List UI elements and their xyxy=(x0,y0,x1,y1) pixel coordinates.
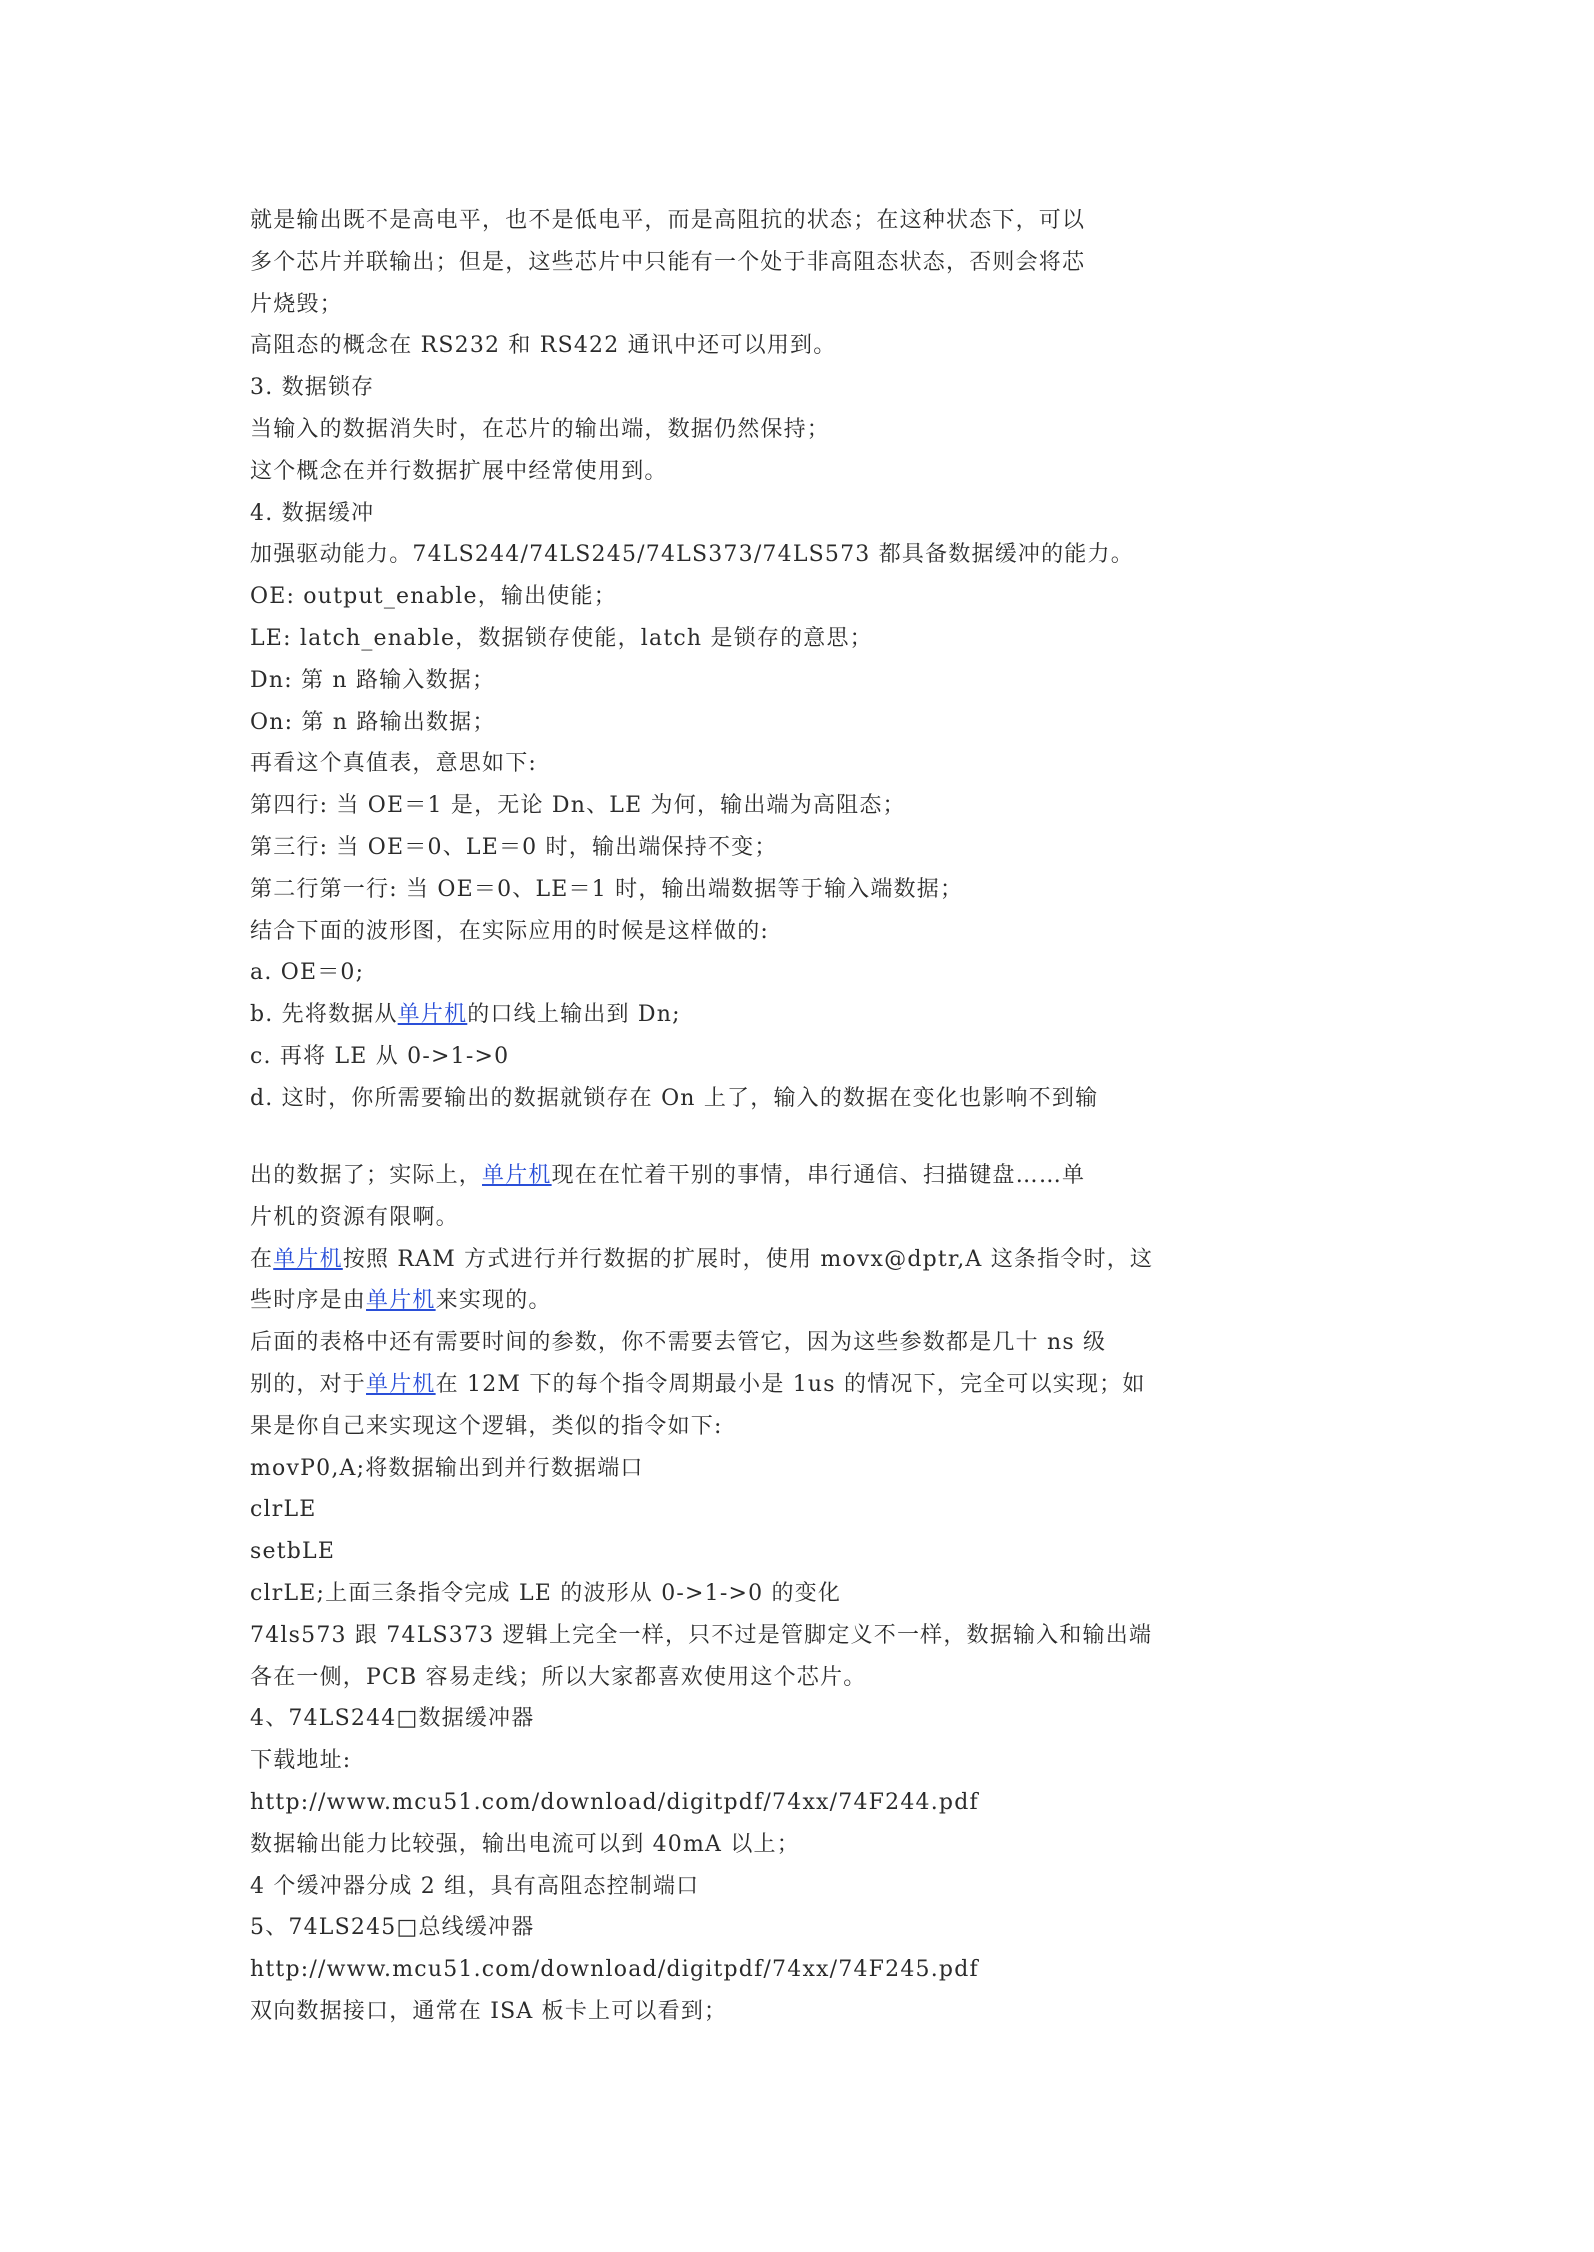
text-line xyxy=(250,994,1310,1036)
text-line xyxy=(250,1907,1310,1949)
text-line xyxy=(250,1698,1310,1740)
text-segment: 片机的资源有限啊。 xyxy=(250,1204,459,1230)
text-segment: clrLE xyxy=(250,1497,317,1523)
text-segment: c. 再将 LE 从 0->1->0 xyxy=(250,1043,510,1069)
text-segment: 后面的表格中还有需要时间的参数，你不需要去管它，因为这些参数都是几十 ns 级 xyxy=(250,1330,1107,1356)
text-segment: 当输入的数据消失时，在芯片的输出端，数据仍然保持； xyxy=(250,416,831,442)
text-segment: 再看这个真值表，意思如下: xyxy=(250,751,538,777)
text-segment: Dn: 第 n 路输入数据； xyxy=(250,667,496,693)
text-line xyxy=(250,785,1310,827)
text-line xyxy=(250,1239,1310,1281)
text-segment: setbLE xyxy=(250,1539,336,1565)
text-line xyxy=(250,1657,1310,1699)
text-segment: 加强驱动能力。74LS244/74LS245/74LS373/74LS573 都具备数据缓冲的能力。 xyxy=(250,542,1134,568)
text-segment: 出的数据了；实际上， xyxy=(250,1163,483,1188)
text-line xyxy=(250,952,1310,994)
text-segment: 结合下面的波形图，在实际应用的时候是这样做的: xyxy=(250,918,770,944)
text-line xyxy=(250,1531,1310,1573)
text-line xyxy=(250,1078,1310,1120)
text-segment: 现在在忙着干别的事情，串行通信、扫描键盘……单 xyxy=(551,1163,1086,1188)
text-segment: movP0,A;将数据输出到并行数据端口 xyxy=(250,1455,644,1481)
text-line xyxy=(250,1406,1310,1448)
text-segment: http://www.mcu51.com/download/digitpdf/74xx/74F245.pdf xyxy=(250,1957,979,1983)
text-line xyxy=(250,1280,1310,1322)
text-segment: 下载地址: xyxy=(250,1748,352,1774)
text-line xyxy=(250,409,1310,451)
text-line xyxy=(250,1036,1310,1078)
text-line xyxy=(250,743,1310,785)
text-segment: 双向数据接口，通常在 ISA 板卡上可以看到； xyxy=(250,1998,728,2024)
link-danpianji[interactable]: 单片机 xyxy=(397,1002,468,1028)
text-segment: 来实现的。 xyxy=(435,1288,552,1314)
text-segment: 第四行: 当 OE＝1 是，无论 Dn、LE 为何，输出端为高阻态； xyxy=(250,793,906,819)
text-line xyxy=(250,1322,1310,1364)
text-segment: 4. 数据缓冲 xyxy=(250,500,375,526)
text-segment: 按照 RAM 方式进行并行数据的扩展时，使用 movx@dptr,A 这条指令时，这 xyxy=(342,1246,1154,1272)
text-line xyxy=(250,1740,1310,1782)
text-line xyxy=(250,1489,1310,1531)
text-line xyxy=(250,1782,1310,1824)
text-segment: 在 xyxy=(250,1246,274,1272)
text-line xyxy=(250,242,1310,284)
link-danpianji[interactable]: 单片机 xyxy=(273,1246,343,1272)
text-line xyxy=(250,1866,1310,1908)
text-line xyxy=(250,1615,1310,1657)
text-block-upper xyxy=(250,200,1310,1120)
text-segment: 片烧毁； xyxy=(250,291,343,317)
text-segment: 就是输出既不是高电平，也不是低电平，而是高阻抗的状态；在这种状态下，可以 xyxy=(250,208,1086,233)
text-line xyxy=(250,1155,1310,1197)
text-line xyxy=(250,1197,1310,1239)
text-line xyxy=(250,660,1310,702)
text-segment: 4 个缓冲器分成 2 组，具有高阻态控制端口 xyxy=(250,1873,700,1899)
text-segment: 些时序是由 xyxy=(250,1288,367,1314)
text-line xyxy=(250,284,1310,326)
text-segment: 在 12M 下的每个指令周期最小是 1us 的情况下，完全可以实现；如 xyxy=(435,1371,1146,1397)
text-line xyxy=(250,618,1310,660)
text-segment: On: 第 n 路输出数据； xyxy=(250,709,496,735)
text-segment: d. 这时，你所需要输出的数据就锁存在 On 上了，输入的数据在变化也影响不到输 xyxy=(250,1085,1099,1111)
text-segment: 数据输出能力比较强，输出电流可以到 40mA 以上； xyxy=(250,1831,800,1857)
text-line xyxy=(250,451,1310,493)
text-segment: 4、74LS244□数据缓冲器 xyxy=(250,1706,535,1732)
text-line xyxy=(250,1824,1310,1866)
text-segment: 各在一侧，PCB 容易走线；所以大家都喜欢使用这个芯片。 xyxy=(250,1664,867,1690)
text-line xyxy=(250,200,1310,242)
text-segment: clrLE;上面三条指令完成 LE 的波形从 0->1->0 的变化 xyxy=(250,1580,842,1606)
text-block-lower xyxy=(250,1155,1310,2033)
text-line xyxy=(250,1573,1310,1615)
text-line xyxy=(250,1991,1310,2033)
text-line xyxy=(250,869,1310,911)
text-segment: 这个概念在并行数据扩展中经常使用到。 xyxy=(250,458,668,484)
text-segment: http://www.mcu51.com/download/digitpdf/74xx/74F244.pdf xyxy=(250,1789,979,1815)
text-line xyxy=(250,493,1310,535)
text-segment: 第三行: 当 OE＝0、LE＝0 时，输出端保持不变； xyxy=(250,834,778,860)
text-segment: 3. 数据锁存 xyxy=(250,375,375,401)
link-danpianji[interactable]: 单片机 xyxy=(366,1371,436,1397)
text-segment: 多个芯片并联输出；但是，这些芯片中只能有一个处于非高阻态状态，否则会将芯 xyxy=(250,249,1086,275)
text-segment: 果是你自己来实现这个逻辑，类似的指令如下: xyxy=(250,1413,723,1439)
text-segment: LE: latch_enable，数据锁存使能，latch 是锁存的意思； xyxy=(250,625,873,651)
link-danpianji[interactable]: 单片机 xyxy=(366,1288,436,1314)
text-line xyxy=(250,1364,1310,1406)
text-line xyxy=(250,576,1310,618)
text-line xyxy=(250,534,1310,576)
text-segment: 74ls573 跟 74LS373 逻辑上完全一样，只不过是管脚定义不一样，数据输入和输出端 xyxy=(250,1622,1153,1648)
text-line xyxy=(250,367,1310,409)
text-line xyxy=(250,325,1310,367)
link-danpianji[interactable]: 单片机 xyxy=(482,1163,552,1188)
text-segment: 高阻态的概念在 RS232 和 RS422 通讯中还可以用到。 xyxy=(250,333,837,359)
text-line xyxy=(250,1448,1310,1490)
text-segment: 别的，对于 xyxy=(250,1371,367,1397)
text-segment: OE: output_enable，输出使能； xyxy=(250,584,617,610)
text-segment: a. OE＝0; xyxy=(250,960,365,986)
text-segment: 第二行第一行: 当 OE＝0、LE＝1 时，输出端数据等于输入端数据； xyxy=(250,876,964,902)
text-segment: 的口线上输出到 Dn; xyxy=(467,1002,681,1028)
text-line xyxy=(250,827,1310,869)
text-segment: b. 先将数据从 xyxy=(250,1002,398,1028)
text-segment: 5、74LS245□总线缓冲器 xyxy=(250,1915,535,1941)
text-line xyxy=(250,1949,1310,1991)
text-line xyxy=(250,702,1310,744)
text-line xyxy=(250,911,1310,953)
